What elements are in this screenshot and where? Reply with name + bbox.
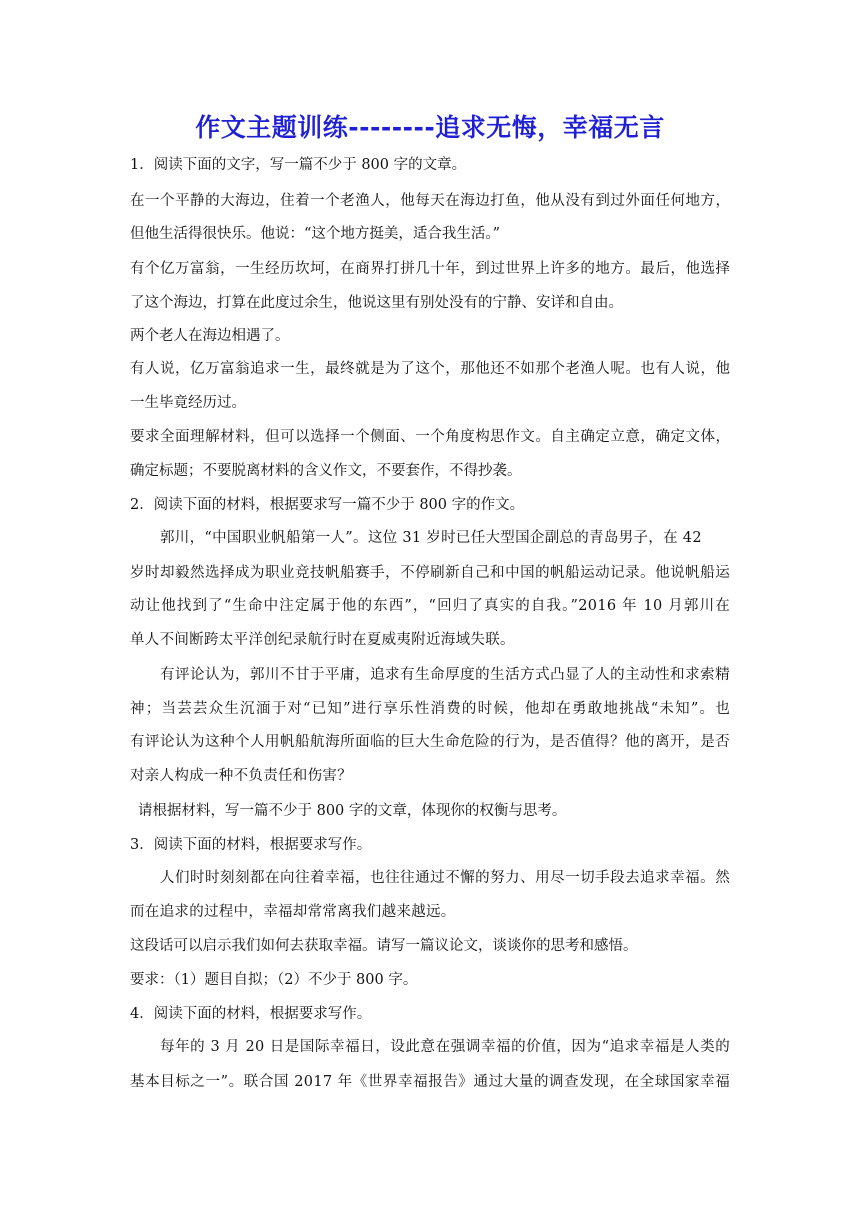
text-line: 2．阅读下面的材料，根据要求写一篇不少于 800 字的作文。 — [130, 497, 525, 513]
text-line: 确定标题；不要脱离材料的含义作文，不要套作，不得抄袭。 — [130, 463, 522, 479]
text-line: 单人不间断跨太平洋创纪录航行时在夏威夷附近海域失联。 — [130, 632, 515, 648]
text-line: 1．阅读下面的文字，写一篇不少于 800 字的文章。 — [130, 157, 467, 173]
text-line: 但他生活得很快乐。他说：“这个地方挺美，适合我生活。” — [130, 226, 501, 242]
text-line: 每年的 3 月 20 日是国际幸福日，设此意在强调幸福的价值，因为“追求幸福是人类的 — [160, 1039, 730, 1055]
text-line: 有评论认为这种个人用帆船航海所面临的巨大生命危险的行为，是否值得？他的离开，是否 — [130, 734, 730, 750]
text-line: 神；当芸芸众生沉湎于对“已知”进行享乐性消费的时候，他却在勇敢地挑战“未知”。也 — [130, 701, 730, 717]
text-line: 郭川，“中国职业帆船第一人”。这位 31 岁时已任大型国企副总的青岛男子，在 42 — [160, 530, 702, 546]
text-line: 有评论认为，郭川不甘于平庸，追求有生命厚度的生活方式凸显了人的主动性和求索精 — [160, 667, 730, 683]
text-line: 3．阅读下面的材料，根据要求写作。 — [130, 837, 372, 853]
text-line: 请根据材料，写一篇不少于 800 字的文章，体现你的权衡与思考。 — [138, 803, 567, 819]
text-line: 而在追求的过程中，幸福却常常离我们越来越远。 — [130, 904, 456, 920]
text-line: 一生毕竟经历过。 — [130, 395, 246, 411]
text-line: 了这个海边，打算在此度过余生，他说这里有别处没有的宁静、安详和自由。 — [130, 295, 623, 311]
text-line: 人们时时刻刻都在向往着幸福，也往往通过不懈的努力、用尽一切手段去追求幸福。然 — [160, 870, 730, 886]
text-line: 在一个平静的大海边，住着一个老渔人，他每天在海边打鱼，他从没有到过外面任何地方， — [130, 193, 730, 209]
text-line: 要求全面理解材料，但可以选择一个侧面、一个角度构思作文。自主确定立意，确定文体， — [130, 429, 730, 445]
text-line: 对亲人构成一种不负责任和伤害？ — [130, 768, 352, 784]
text-line: 两个老人在海边相遇了。 — [130, 328, 290, 344]
text-line: 要求：（1）题目自拟；（2）不少于 800 字。 — [130, 972, 418, 988]
text-line: 4．阅读下面的材料，根据要求写作。 — [130, 1006, 372, 1022]
text-line: 这段话可以启示我们如何去获取幸福。请写一篇议论文，谈谈你的思考和感悟。 — [130, 938, 638, 954]
text-line: 岁时却毅然选择成为职业竞技帆船赛手，不停刷新自己和中国的帆船运动记录。他说帆船运 — [130, 565, 730, 581]
page-title: 作文主题训练--------追求无悔，幸福无言 — [195, 113, 665, 142]
text-line: 基本目标之一”。联合国 2017 年《世界幸福报告》通过大量的调查发现，在全球国家幸福 — [130, 1074, 730, 1090]
text-line: 有个亿万富翁，一生经历坎坷，在商界打拼几十年，到过世界上许多的地方。最后，他选择 — [130, 261, 730, 277]
text-line: 动让他找到了“生命中注定属于他的东西”，“回归了真实的自我。”2016 年 10 月郭川在 — [130, 598, 730, 614]
text-line: 有人说，亿万富翁追求一生，最终就是为了这个，那他还不如那个老渔人呢。也有人说，他 — [130, 361, 730, 377]
